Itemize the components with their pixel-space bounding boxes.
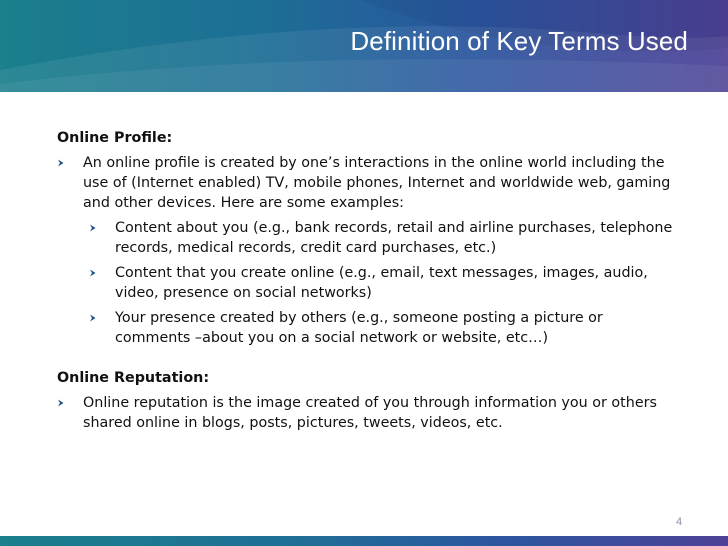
- chevron-right-icon: [89, 268, 99, 278]
- chevron-right-icon: [57, 398, 67, 408]
- section-heading-online-profile: Online Profile:: [57, 130, 173, 146]
- page-number: 4: [676, 516, 683, 528]
- footer-band: [0, 536, 728, 546]
- sub-bullet-text: Your presence created by others (e.g., someone posting a picture or comments –about you on a social network or website, etc…): [115, 310, 603, 346]
- sub-bullet-text: Content that you create online (e.g., email, text messages, images, audio, video, presence on social networks): [115, 265, 648, 301]
- bullet-item-online-reputation: [57, 393, 677, 433]
- slide-body: [57, 128, 677, 433]
- slide-header: [0, 0, 728, 92]
- chevron-right-icon: [89, 223, 99, 233]
- bullet-text: An online profile is created by one’s interactions in the online world including the use of (Internet enabled) TV, mobile phones, Internet and worldwide web, gaming and other devices. Here are some examples:: [83, 155, 671, 211]
- sub-bullet-text: Content about you (e.g., bank records, retail and airline purchases, telephone records, medical records, credit card purchases, etc.): [115, 220, 673, 256]
- slide-title: Definition of Key Terms Used: [350, 26, 688, 56]
- section-spacer: [57, 348, 677, 368]
- sub-bullet-item: [57, 263, 677, 303]
- chevron-right-icon: [89, 313, 99, 323]
- chevron-right-icon: [57, 158, 67, 168]
- sub-bullet-item: [57, 308, 677, 348]
- bullet-item-online-profile: [57, 153, 677, 213]
- bullet-text: Online reputation is the image created of you through information you or others shared online in blogs, posts, pictures, tweets, videos, etc.: [83, 395, 657, 431]
- section-heading-online-reputation: Online Reputation:: [57, 370, 210, 386]
- sub-bullet-item: [57, 218, 677, 258]
